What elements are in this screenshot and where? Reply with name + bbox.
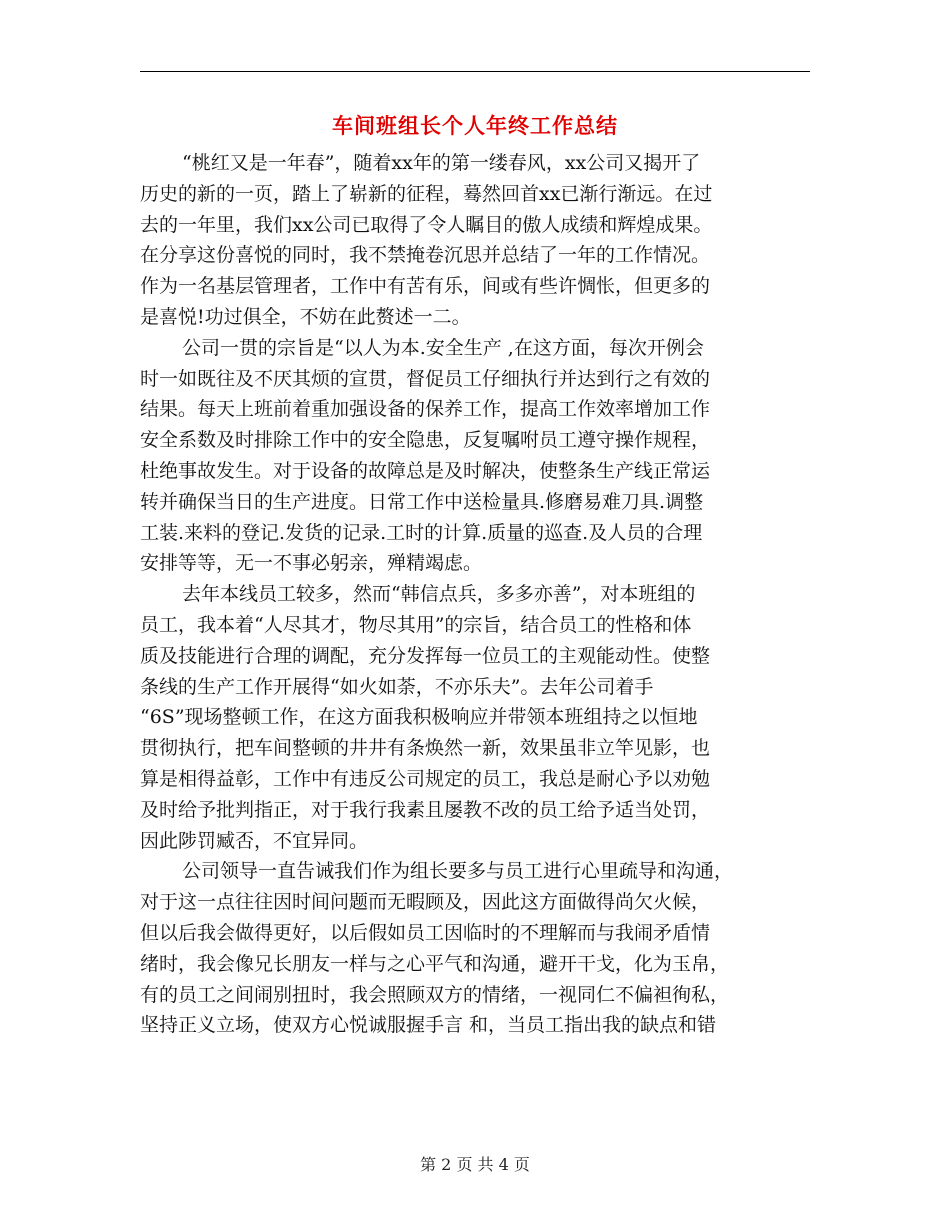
body-line: 结果。每天上班前着重加强设备的保养工作，提高工作效率增加工作 — [140, 398, 711, 421]
body-line: 因此陟罚臧否，不宜异同。 — [140, 829, 369, 852]
body-line: 员工，我本着“人尽其才，物尽其用”的宗旨，结合员工的性格和体 — [140, 613, 692, 636]
body-line: 绪时，我会像兄长朋友一样与之心平气和沟通，避开干戈，化为玉帛， — [140, 952, 730, 975]
body-line: 杜绝事故发生。对于设备的故障总是及时解决，使整条生产线正常运 — [140, 459, 711, 482]
body-line: 算是相得益彰，工作中有违反公司规定的员工，我总是耐心予以劝勉 — [140, 767, 711, 790]
page-number: 第 2 页 共 4 页 — [420, 1155, 530, 1174]
body-line: 历史的新的一页，踏上了崭新的征程，蓦然回首xx已渐行渐远。在过 — [140, 182, 713, 205]
body-line: 但以后我会做得更好，以后假如员工因临时的不理解而与我闹矛盾情 — [140, 921, 711, 944]
body-line: 在分享这份喜悦的同时，我不禁掩卷沉思并总结了一年的工作情况。 — [140, 244, 711, 267]
body-line: 坚持正义立场，使双方心悦诚服握手言 和，当员工指出我的缺点和错 — [140, 1014, 717, 1037]
body-line: 去年本线员工较多，然而“韩信点兵，多多亦善”，对本班组的 — [182, 583, 696, 606]
body-line: “桃红又是一年春”，随着xx年的第一缕春风，xx公司又揭开了 — [182, 152, 701, 174]
body-line: 安排等等，无一不事必躬亲，殚精竭虑。 — [140, 552, 483, 575]
body-line: 作为一名基层管理者，工作中有苦有乐，间或有些许惆怅，但更多的 — [140, 275, 711, 298]
header-rule — [140, 71, 810, 72]
body-line: 公司一贯的宗旨是“以人为本.安全生产 ,在这方面，每次开例会 — [182, 336, 704, 359]
document-body — [140, 148, 810, 1041]
body-line: 公司领导一直告诫我们作为组长要多与员工进行心里疏导和沟通， — [182, 860, 734, 883]
body-line: 贯彻执行，把车间整顿的井井有条焕然一新，效果虽非立竿见影，也 — [140, 737, 711, 760]
body-line: 去的一年里，我们xx公司已取得了令人瞩目的傲人成绩和辉煌成果。 — [140, 213, 713, 236]
body-line: 条线的生产工作开展得“如火如荼，不亦乐夫”。去年公司着手 — [140, 675, 654, 698]
body-line: 有的员工之间闹别扭时，我会照顾双方的情绪，一视同仁不偏袒徇私， — [140, 983, 730, 1006]
body-line: 时一如既往及不厌其烦的宣贯，督促员工仔细执行并达到行之有效的 — [140, 367, 711, 390]
document-title: 车间班组长个人年终工作总结 — [332, 113, 618, 138]
body-line: 质及技能进行合理的调配，充分发挥每一位员工的主观能动性。使整 — [140, 644, 711, 667]
body-line: 转并确保当日的生产进度。日常工作中送检量具.修磨易难刀具.调整 — [140, 490, 704, 513]
body-line: 安全系数及时排除工作中的安全隐患，反复嘱咐员工遵守操作规程， — [140, 429, 711, 452]
body-line: “6S”现场整顿工作，在这方面我积极响应并带领本班组持之以恒地 — [140, 706, 698, 729]
body-line: 工装.来料的登记.发货的记录.工时的计算.质量的巡查.及人员的合理 — [140, 521, 703, 544]
body-line: 是喜悦!功过俱全，不妨在此赘述一二。 — [140, 305, 471, 328]
body-line: 及时给予批判指正，对于我行我素且屡教不改的员工给予适当处罚， — [140, 798, 711, 821]
body-line: 对于这一点往往因时间问题而无暇顾及，因此这方面做得尚欠火候， — [140, 891, 711, 914]
